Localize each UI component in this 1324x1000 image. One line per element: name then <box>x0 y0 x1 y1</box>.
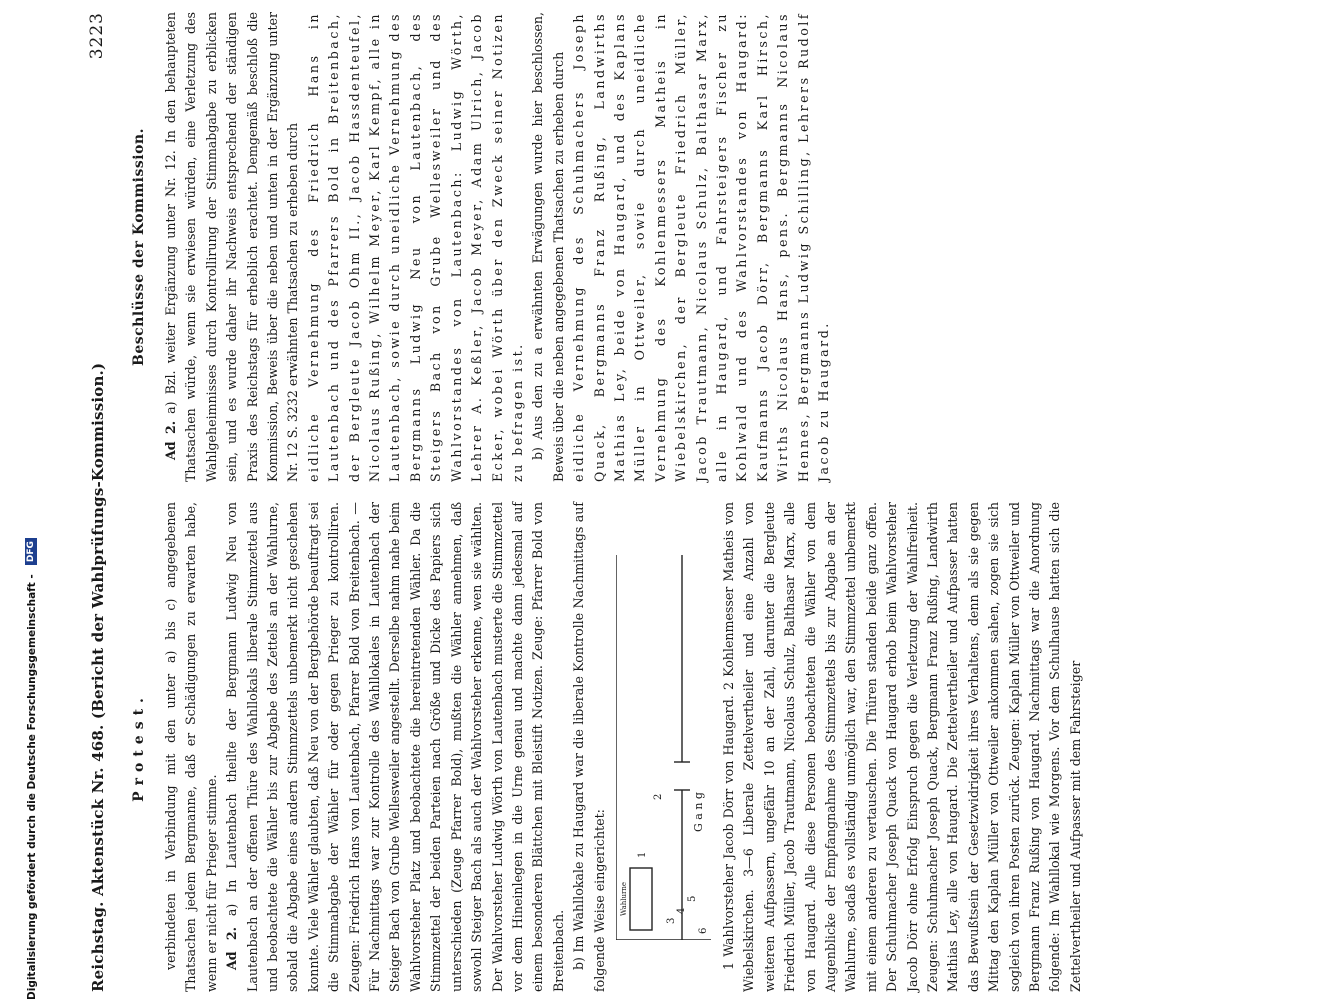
paragraph: eidliche Vernehmung des Schuhmachers Joseph Quack, Bergmanns Franz Rußing, Landwirths Mathias Ley, beide von Haugard, und des Kaplans Müller in Ottweiler, sowie durch uneidliche Vernehmung des Kohlenmessers Matheis in Wiebelskirchen, der Bergleute Friedrich Müller, Jacob Trautmann, Nicolaus Schulz, Balthasar Marx, alle in Haugard, und Fahrsteigers Fischer zu Kohlwald und des Wahlvorstandes von Haugard: Kaufmanns Jacob Dörr, Bergmanns Karl Hirsch, Wirths Nicolaus Hans, pens. Bergmanns Nicolaus Hennes, Bergmanns Ludwig Schilling, Lehrers Rudolf Jacob zu Haugard. <box>571 12 831 482</box>
paragraph: b) Aus den zu a erwähnten Erwägungen wurde hier beschlossen, Beweis über die neben angegebenen Thatsachen zu erheben durch <box>530 12 566 482</box>
position-1: 1 <box>636 851 648 858</box>
paragraph: b) Im Wahllokale zu Haugard war die liberale Kontrolle Nachmittags auf folgende Weise eingerichtet: <box>571 502 607 992</box>
position-4: 4 <box>675 907 687 914</box>
ad-label: Ad 2. <box>163 420 178 460</box>
paragraph <box>222 502 569 992</box>
corridor-label: G a n g <box>691 792 705 832</box>
right-column <box>161 12 834 482</box>
left-column <box>161 502 1086 992</box>
ad-label: Ad 2. <box>224 926 240 970</box>
urn-label: Wahlurne <box>619 881 628 917</box>
running-head: Reichstag. Aktenstück Nr. 468. (Bericht der Wahlprüfungs-Kommission.) <box>89 362 107 992</box>
rotated-page <box>87 12 1267 992</box>
page-header <box>87 12 113 992</box>
position-3: 3 <box>665 917 677 924</box>
position-5: 5 <box>686 895 698 902</box>
position-2: 2 <box>652 793 664 800</box>
floor-plan-diagram <box>616 555 711 940</box>
page-number: 3223 <box>87 12 107 60</box>
paragraph-text: a) Bzl. weiter Ergänzung unter Nr. 12. In den behaupteten Thatsachen würde, wenn sie erwiesen würden, eine Verletzung des Wahlgeheimnisses durch Kontrollirung der Stimmabgabe zu erblicken sein, und es wurde daher ihr Nachweis entsprechend der ständigen Praxis des Reichstags für erheblich erachtet. Demgemäß beschloß die Kommission, Beweis über die neben und unten in der Ergänzung unter Nr. 12 S. 3232 erwähnten Thatsachen zu erheben durch <box>163 12 301 482</box>
right-column-heading: Beschlüsse der Kommission. <box>131 128 147 366</box>
ballot-urn <box>630 868 652 930</box>
paragraph: verbindeten in Verbindung mit den unter a) bis c) angegebenen Thatsachen jedem Bergmanne, daß er Schädigungen zu erwarten habe, wenn er nicht für Prieger stimme. <box>163 502 219 992</box>
dfg-logo: DFG <box>25 538 37 565</box>
paragraph: eidliche Vernehmung des Friedrich Hans in Lautenbach und des Pfarrers Bold in Breitenbach, der Bergleute Jacob Ohm II., Jacob Hassdenteufel, Nicolaus Rußing, Wilhelm Meyer, Karl Kempf, alle in Lautenbach, sowie durch uneidliche Vernehmung des Bergmanns Ludwig Neu von Lautenbach, des Steigers Bach von Grube Wellesweiler und des Wahlvorstandes von Lautenbach: Ludwig Wörth, Lehrer A. Keßler, Jacob Meyer, Adam Ulrich, Jacob Ecker, wobei Wörth über den Zweck seiner Notizen zu befragen ist. <box>305 12 525 482</box>
paragraph: 1 Wahlvorsteher Jacob Dörr von Haugard. 2 Kohlenmesser Matheis von Wiebelskirchen. 3—6 Liberale Zettelvertheiler und eine Anzahl von weiteren Aufpassern, ungefähr 10 an der Zahl, darunter die Bergleute Friedrich Müller, Jacob Trautmann, Nicolaus Schulz, Balthasar Marx, alle von Haugard. Alle diese Personen beobachteten die Wähler von dem Augenblicke der Empfangnahme des Stimmzettels bis zur Abgabe an der Wahlurne, sodaß es vollständig unmöglich war, den Stimmzettel unbemerkt mit einem anderen zu vertauschen. Die Thüren standen beide ganz offen. Der Schuhmacher Joseph Quack von Haugard erhob beim Wahlvorsteher Jacob Dörr ohne Erfolg Einspruch gegen die Verletzung der Wahlfreiheit. Zeugen: Schuhmacher Joseph Quack, Bergmann Franz Rußing, Landwirth Mathias Ley, alle von Haugard. Die Zettelvertheiler und Aufpasser hatten das Bewußtsein der Gesetzwidrigkeit ihres Verhaltens, denn als sie gegen Mittag den Kaplan Müller von Ottweiler ankommen sahen, zogen sie sich sogleich von ihren Posten zurück. Zeugen: Kaplan Müller von Ottweiler und Bergmann Franz Rußing von Haugard. Nachmittags war die Anordnung folgende: Im Wahllokal wie Morgens. Vor dem Schulhause hatten sich die Zettelvertheiler und Aufpasser mit dem Fahrsteiger <box>720 502 1083 992</box>
digitization-credit <box>20 10 36 1000</box>
paragraph <box>161 12 304 482</box>
credit-text: Digitalisierung gefördert durch die Deutsche Forschungsgemeinschaft - <box>26 574 38 1000</box>
paragraph-text: a) In Lautenbach theilte der Bergmann Ludwig Neu von Lautenbach an der offenen Thüre des Wahllokals liberale Stimmzettel aus und beobachtete die Wähler bis zur Abgabe des Zettels an der Wahlurne, sobald die Abgabe eines andern Stimmzettels unbemerkt nicht geschehen konnte. Viele Wähler glaubten, daß Neu von der Bergbehörde beauftragt sei die Stimmabgabe der Wähler für oder gegen Prieger zu kontrolliren. Zeugen: Friedrich Hans von Lautenbach, Pfarrer Bold von Breitenbach. — Für Nachmittags war zur Kontrolle des Wahllokales in Lautenbach der Steiger Bach von Grube Wellesweiler angestellt. Derselbe nahm nahe beim Wahlvorsteher Platz und beobachtete die hereintretenden Wähler. Da die Stimmzettel der beiden Parteien nach Größe und Dicke des Papiers sich unterschieden (Zeuge Pfarrer Bold), mußten die Wähler annehmen, daß sowohl Steiger Bach als auch der Wahlvorsteher erkenne, wen sie wählten. Der Wahlvorsteher Ludwig Wörth von Lautenbach musterte die Stimmzettel vor dem Hineinlegen in die Urne genau und machte dann jedesmal auf einem besonderen Blättchen mit Bleistift Notizen. Zeuge: Pfarrer Bold von Breitenbach. <box>224 502 566 992</box>
left-column-heading: Protest. <box>131 692 147 802</box>
position-6: 6 <box>697 927 709 934</box>
